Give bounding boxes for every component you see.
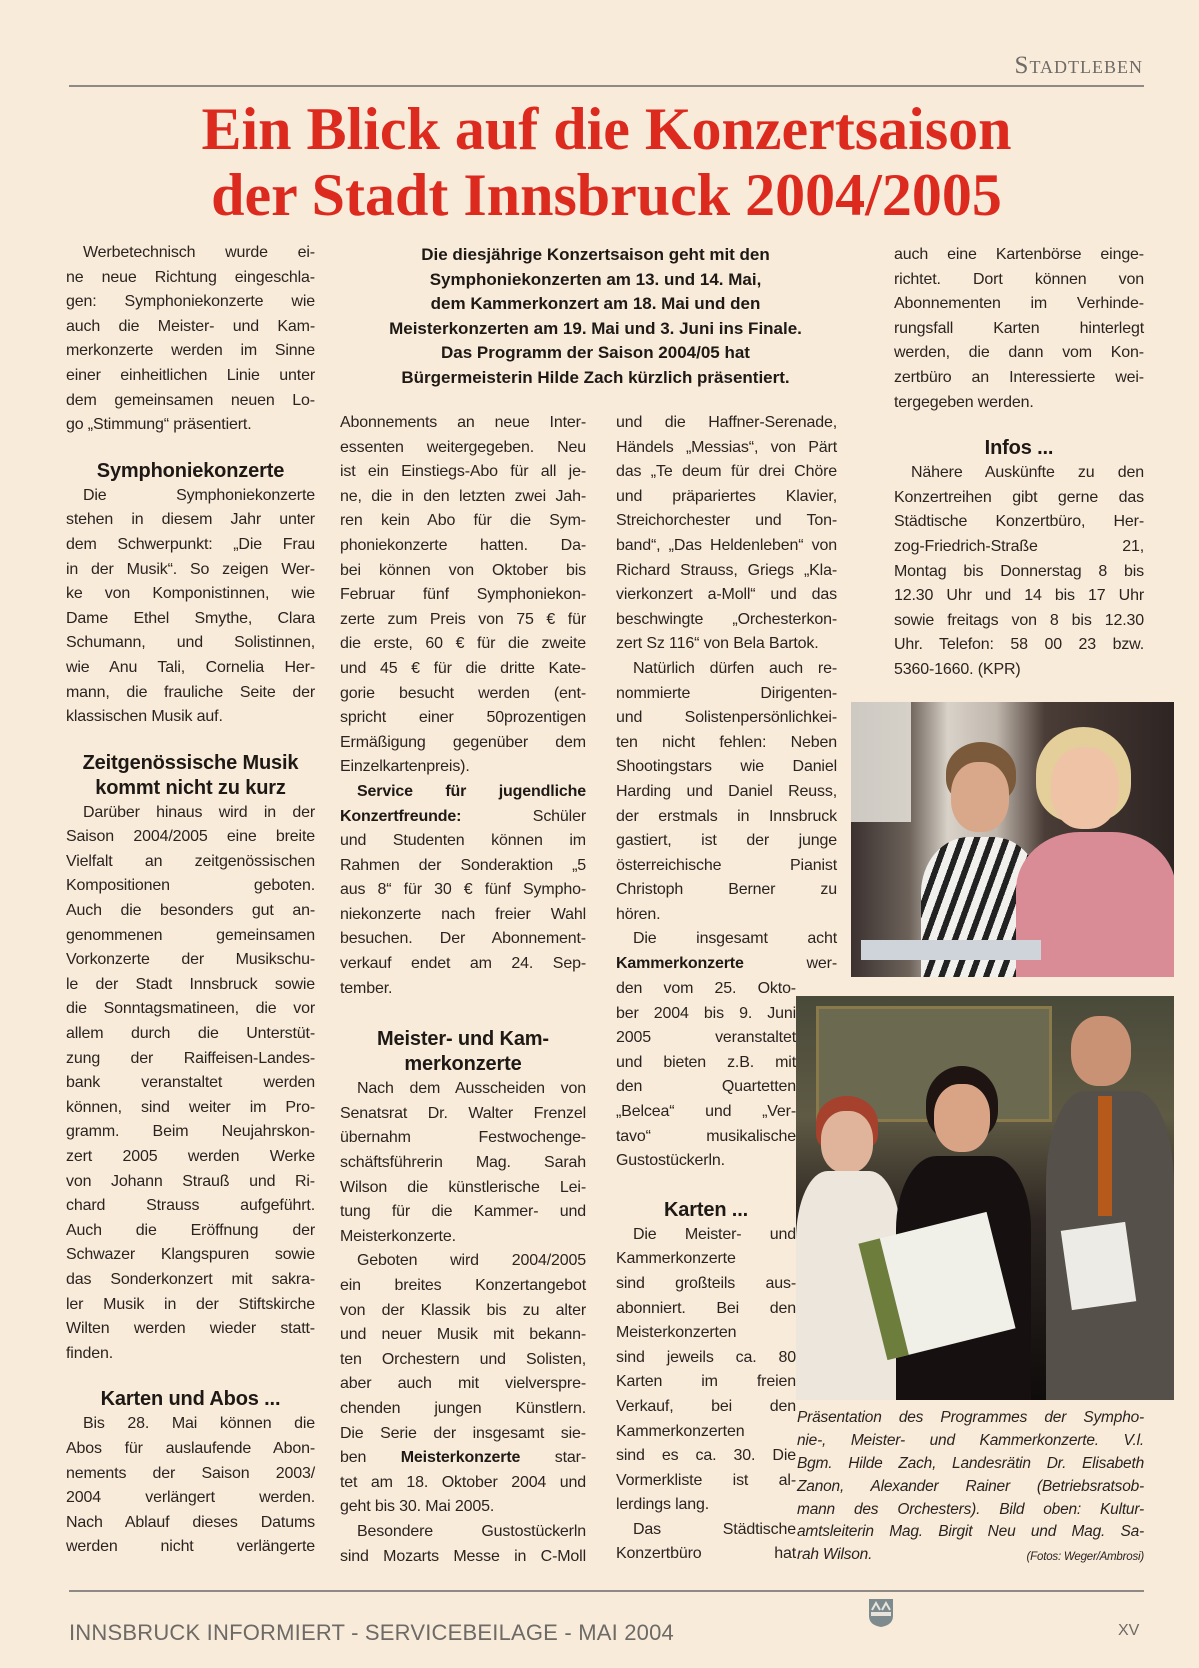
paragraph	[616, 411, 837, 657]
text-line: Geboten wird 2004/2005	[357, 1252, 586, 1270]
heading-line: Karten ...	[663, 1198, 749, 1221]
paragraph	[66, 1412, 315, 1560]
text-line: Februar fünf Symphoniekon-	[340, 586, 586, 604]
lead-line: dem Kammerkonzert am 18. Mai und den	[430, 294, 761, 314]
text-line: können, sind weiter im Pro-	[66, 1098, 315, 1116]
text-line: Dame Ethel Smythe, Clara	[66, 609, 315, 627]
text-line: von Johann Strauß und Ri-	[66, 1172, 315, 1190]
section-heading	[616, 1198, 796, 1223]
text-line: Die insgesamt acht	[633, 930, 837, 948]
text-line: das Sonderkonzert mit sakra-	[66, 1270, 315, 1288]
text-line: richtet. Dort können von	[894, 270, 1144, 288]
text-line: Rahmen der Sonderaktion „5	[340, 856, 586, 874]
text-line: Christoph Berner zu	[616, 881, 837, 899]
text-line: Saison 2004/2005 eine breite	[66, 828, 315, 846]
text-line: ke von Komponistinnen, wie	[66, 585, 315, 603]
heading-line: merkonzerte	[404, 1053, 522, 1076]
text-line: 2005 veranstaltet	[616, 1029, 796, 1047]
text-line: gorie besucht werden (ent-	[340, 684, 586, 702]
section-heading	[66, 459, 315, 484]
text-line: rungsfall Karten hinterlegt	[894, 319, 1144, 337]
text-segment: star-	[520, 1449, 587, 1467]
text-line: sowie freitags von 8 bis 12.30	[894, 611, 1144, 629]
title-line: der Stadt Innsbruck 2004/2005	[211, 162, 1002, 228]
text-line: gastiert, ist der junge	[616, 832, 837, 850]
face	[951, 762, 1009, 832]
paragraph	[616, 977, 796, 1174]
text-line: tavo“ musikalische	[616, 1127, 796, 1145]
text-line: Streichorchester und Ton-	[616, 512, 837, 530]
text-line: stehen in diesem Jahr unter	[66, 511, 315, 529]
text-line: Gustostückerln.	[616, 1152, 725, 1170]
paragraph	[66, 801, 315, 1367]
text-line	[340, 780, 586, 805]
text-line: tember.	[340, 979, 393, 997]
text-line: zog-Friedrich-Straße 21,	[894, 537, 1144, 555]
text-line: Vorkonzerte der Musikschu-	[66, 951, 315, 969]
text-line: aber auch mit vielverspre-	[340, 1375, 586, 1393]
paragraph	[340, 1077, 586, 1249]
text-line: schäftsführerin Mag. Sarah	[340, 1154, 586, 1172]
photo-caption	[797, 1407, 1144, 1569]
text-line: Kammerkonzerte	[616, 1250, 736, 1268]
text-line: auch eine Kartenbörse einge-	[894, 246, 1144, 263]
text-column-1	[66, 241, 315, 1560]
text-line: hören.	[616, 905, 661, 923]
text-line: verkauf endet am 24. Sep-	[340, 955, 586, 973]
text-line: Abos für auslaufende Abon-	[66, 1439, 315, 1457]
heading-line: kommt nicht zu kurz	[95, 776, 286, 799]
text-line: niekonzerte nach freier Wahl	[340, 905, 586, 923]
text-line: Städtische Konzertbüro, Her-	[894, 513, 1144, 531]
text-line: dem gemeinsamen neuen Lo-	[66, 391, 315, 409]
face	[934, 1084, 990, 1152]
text-line: Kompositionen geboten.	[66, 877, 315, 895]
text-line: einer einheitlichen Linie unter	[66, 366, 315, 384]
text-line: 5360-1660. (KPR)	[894, 660, 1021, 678]
text-line: Meisterkonzerten	[616, 1324, 737, 1342]
paragraph	[894, 243, 1144, 415]
text-line: bei können von Oktober bis	[340, 561, 586, 579]
text-line: der erstmals in Innsbruck	[616, 807, 837, 825]
text-line	[340, 805, 586, 830]
text-line: Die Meister- und	[633, 1225, 796, 1243]
text-line: vierkonzert a-Moll“ und das	[616, 586, 837, 604]
text-line: lerdings lang.	[616, 1496, 710, 1514]
text-line: und die Haffner-Serenade,	[616, 414, 837, 431]
footer-publication: INNSBRUCK INFORMIERT - SERVICEBEILAGE - MAI 2004	[69, 1620, 674, 1645]
header-rule	[69, 85, 1144, 87]
text-line: go „Stimmung“ präsentiert.	[66, 416, 252, 434]
text-line: tet am 18. Oktober 2004 und	[340, 1473, 586, 1491]
text-line: essenten weitergegeben. Neu	[340, 438, 586, 456]
paragraph	[340, 780, 586, 1001]
text-line: und neuer Musik mit bekann-	[340, 1326, 586, 1344]
paragraph	[340, 1520, 586, 1569]
text-line: Auch die Eröffnung der	[66, 1221, 315, 1239]
text-line: von der Klassik bis zu alter	[340, 1301, 586, 1319]
article-title	[69, 96, 1144, 228]
text-line: Schumann, und Solistinnen,	[66, 634, 315, 652]
text-line: gen: Symphoniekonzerte wie	[66, 293, 315, 311]
text-line: die Sonntagsmatineen, die vor	[66, 1000, 315, 1018]
lead-line: Meisterkonzerten am 19. Mai und 3. Juni ins Finale.	[389, 318, 802, 338]
footer-rule	[69, 1590, 1144, 1592]
photo-credit: (Fotos: Weger/Ambrosi)	[1026, 1551, 1144, 1564]
text-line: Die Serie der insgesamt sie-	[340, 1424, 586, 1442]
text-line: zert 2005 werden Werke	[66, 1148, 315, 1165]
text-line: Darüber hinaus wird in der	[83, 803, 315, 821]
text-line: Shootingstars wie Daniel	[616, 758, 837, 776]
section-heading	[66, 751, 315, 801]
face	[1051, 747, 1119, 829]
text-line: Meisterkonzerte.	[340, 1227, 456, 1245]
text-line: rah Wilson. (Fotos: Weger/Ambrosi)	[797, 1544, 1144, 1567]
paragraph	[616, 927, 837, 976]
text-line: klassischen Musik auf.	[66, 708, 223, 726]
text-line: band“, „Das Heldenleben“ von	[616, 536, 837, 554]
text-line: zertbüro an Interessierte wei-	[894, 368, 1144, 386]
text-line: bank veranstaltet werden	[66, 1074, 315, 1092]
paragraph	[616, 1223, 796, 1518]
text-line: Uhr. Telefon: 58 00 23 bzw.	[894, 636, 1144, 654]
text-line: tung für die Kammer- und	[340, 1203, 586, 1221]
text-line: Konzertreihen gibt gerne das	[894, 488, 1144, 506]
text-line: wie Anu Tali, Cornelia Her-	[66, 658, 315, 676]
text-line: und Solistenpersönlichkei-	[616, 709, 837, 727]
text-line: mann, die frauliche Seite der	[66, 683, 315, 701]
text-line: sind Mozarts Messe in C-Moll	[340, 1547, 586, 1565]
text-segment: Schüler	[461, 807, 586, 825]
text-line: ne neue Richtung eingeschla-	[66, 268, 315, 286]
text-line: 12.30 Uhr und 14 bis 17 Uhr	[894, 587, 1144, 605]
text-line: finden.	[66, 1344, 113, 1362]
text-line	[340, 1446, 586, 1471]
text-line: Nähere Auskünfte zu den	[911, 464, 1144, 482]
text-line: merkonzerte werden im Sinne	[66, 342, 315, 360]
heading-line: Symphoniekonzerte	[96, 459, 285, 482]
text-line: chard Strauss aufgeführt.	[66, 1197, 315, 1215]
text-line: ber 2004 bis 9. Juni	[616, 1004, 796, 1022]
text-line: Richard Strauss, Griegs „Kla-	[616, 561, 837, 579]
lead-paragraph	[340, 243, 851, 391]
window-light	[851, 702, 911, 822]
paragraph	[340, 411, 586, 780]
text-line: geht bis 30. Mai 2005.	[340, 1498, 495, 1516]
tie	[1098, 1096, 1112, 1216]
text-line: Händels „Messias“, von Pärt	[616, 438, 837, 456]
text-line: besuchen. Der Abonnement-	[340, 930, 586, 948]
text-line: Zanon, Alexander Rainer (Betriebsratsob-	[797, 1477, 1144, 1495]
text-line: Schwazer Klangspuren sowie	[66, 1246, 315, 1264]
title-line: Ein Blick auf die Konzertsaison	[201, 96, 1012, 162]
text-line: chenden jungen Künstlern.	[340, 1399, 586, 1417]
text-line: Werbetechnisch wurde ei-	[83, 244, 315, 261]
text-line: Ermäßigung gegenüber dem	[340, 733, 586, 751]
text-line: und 45 € für die dritte Kate-	[340, 659, 586, 677]
text-line: werden, die dann vom Kon-	[894, 344, 1144, 362]
text-line: Bis 28. Mai können die	[83, 1415, 315, 1433]
page-number: XV	[1118, 1622, 1140, 1639]
text-line: den vom 25. Okto-	[616, 980, 796, 997]
text-line: in der Musik“. So zeigen Wer-	[66, 560, 315, 578]
paragraph	[894, 461, 1144, 682]
papers	[861, 940, 1041, 960]
text-line: Abonnementen im Verhinde-	[894, 295, 1144, 313]
text-line: übernahm Festwochenge-	[340, 1129, 586, 1147]
text-column-2	[340, 411, 586, 1569]
text-line: gramm. Beim Neujahrskon-	[66, 1123, 315, 1141]
text-line: den Quartetten	[616, 1078, 796, 1096]
text-line: phoniekonzerte hatten. Da-	[340, 536, 586, 554]
text-line: zerte zum Preis von 75 € für	[340, 610, 586, 628]
lead-line: Bürgermeisterin Hilde Zach kürzlich präsentiert.	[401, 367, 790, 387]
paragraph	[66, 241, 315, 438]
text-line: nements der Saison 2003/	[66, 1464, 315, 1482]
text-line: österreichische Pianist	[616, 856, 837, 874]
paragraph	[66, 484, 315, 730]
lead-line: Das Programm der Saison 2004/05 hat	[441, 343, 750, 363]
lead-line: Die diesjährige Konzertsaison geht mit den	[421, 245, 770, 264]
paragraph	[616, 1518, 796, 1567]
text-line: auch die Meister- und Kam-	[66, 317, 315, 335]
bold-text: Meisterkonzerte	[400, 1449, 521, 1467]
text-line: und Studenten können im	[340, 832, 586, 850]
text-line: Abonnements an neue Inter-	[340, 414, 586, 431]
text-line: ein breites Konzertangebot	[340, 1277, 586, 1294]
text-line: amtsleiterin Mag. Birgit Neu und Mag. Sa-	[797, 1523, 1144, 1541]
heading-line: Zeitgenössische Musik	[82, 751, 299, 774]
text-line: das „Te deum für drei Chöre	[616, 463, 837, 481]
heading-line: Karten und Abos ...	[100, 1388, 281, 1411]
text-line: Bgm. Hilde Zach, Landesrätin Dr. Elisabeth	[797, 1454, 1144, 1472]
text-line: Konzertbüro hat	[616, 1545, 796, 1563]
text-line: Präsentation des Programmes der Sympho-	[797, 1409, 1144, 1426]
text-line: Natürlich dürfen auch re-	[633, 659, 837, 677]
text-line: ne, die in den letzten zwei Jah-	[340, 487, 586, 505]
text-line: mann des Orchesters). Bild oben: Kultur-	[797, 1500, 1144, 1518]
text-column-3-upper	[616, 411, 837, 977]
text-line: nommierte Dirigenten-	[616, 684, 837, 702]
heading-line: Infos ...	[984, 437, 1054, 460]
section-heading	[340, 1027, 586, 1077]
text-line: die erste, 60 € für die zweite	[340, 635, 586, 653]
text-line: sind jeweils ca. 80	[616, 1348, 796, 1366]
text-line: Wilten werden wieder statt-	[66, 1320, 315, 1338]
text-line: Wilson die künstlerische Lei-	[340, 1178, 586, 1196]
text-line: nie-, Meister- und Kammerkonzerte. V.l.	[797, 1431, 1144, 1449]
text-line: spricht einer 50prozentigen	[340, 709, 586, 727]
text-line: Kammerkonzerten	[616, 1422, 745, 1440]
text-line: sind großteils aus-	[616, 1274, 796, 1292]
text-line	[616, 952, 837, 977]
city-crest-icon	[868, 1598, 894, 1628]
text-line: ten Orchestern und Solisten,	[340, 1350, 586, 1368]
text-line: tergegeben werden.	[894, 393, 1034, 411]
text-segment: wer-	[743, 955, 837, 973]
text-line: werden nicht verlängerte	[66, 1538, 315, 1556]
text-line: ist ein Einstiegs-Abo für all je-	[340, 463, 586, 481]
text-line: Nach dem Ausscheiden von	[357, 1080, 586, 1098]
text-line: dem Schwerpunkt: „Die Frau	[66, 535, 315, 553]
text-line: genommenen gemeinsamen	[66, 926, 315, 944]
text-line: Auch die besonders gut an-	[66, 902, 315, 920]
text-line: Verkauf, bei den	[616, 1397, 796, 1415]
text-line: Senatsrat Dr. Walter Frenzel	[340, 1104, 586, 1122]
text-line: Vormerkliste ist al-	[616, 1471, 796, 1489]
text-line: Vielfalt an zeitgenössischen	[66, 852, 315, 870]
text-line: Harding und Daniel Reuss,	[616, 782, 837, 800]
paragraph	[616, 657, 837, 928]
text-line: ten nicht fehlen: Neben	[616, 733, 837, 751]
section-heading	[66, 1387, 315, 1412]
heading-line: Meister- und Kam-	[377, 1028, 549, 1051]
text-line: abonniert. Bei den	[616, 1299, 796, 1317]
text-line: zung der Raiffeisen-Landes-	[66, 1049, 315, 1067]
text-line: allem durch die Unterstüt-	[66, 1025, 315, 1043]
text-line: 2004 verlängert werden.	[66, 1489, 315, 1507]
text-line: Besondere Gustostückerln	[357, 1522, 586, 1540]
text-line: Nach Ablauf dieses Datums	[66, 1513, 315, 1531]
text-column-3-lower	[616, 977, 796, 1567]
bold-text: Service für jugendliche	[357, 782, 586, 800]
text-column-4	[894, 243, 1144, 683]
programme-booklet	[1061, 1222, 1137, 1310]
text-line: Montag bis Donnerstag 8 bis	[894, 562, 1144, 580]
face	[821, 1111, 873, 1173]
face	[1071, 1016, 1131, 1086]
photo-press-conference	[851, 702, 1174, 977]
text-line: Einzelkartenpreis).	[340, 758, 470, 776]
text-line: und bieten z.B. mit	[616, 1053, 796, 1071]
text-line: „Belcea“ und „Ver-	[616, 1102, 796, 1120]
text-line: Die Symphoniekonzerte	[83, 486, 315, 504]
section-heading	[894, 436, 1144, 461]
text-line: le der Stadt Innsbruck sowie	[66, 975, 315, 993]
text-line: ler Musik in der Stiftskirche	[66, 1295, 315, 1313]
bold-text: Konzertfreunde:	[340, 807, 462, 825]
text-line: ren kein Abo für die Sym-	[340, 512, 586, 530]
photo-programme-presentation	[796, 996, 1174, 1400]
text-line: Das Städtische	[633, 1520, 796, 1538]
text-line: Karten im freien	[616, 1373, 796, 1391]
text-line: und präpariertes Klavier,	[616, 487, 837, 505]
text-line: sind es ca. 30. Die	[616, 1447, 796, 1465]
paragraph	[340, 1249, 586, 1520]
text-line: zert Sz 116“ von Bela Bartok.	[616, 635, 819, 653]
text-line: aus 8“ für 30 € fünf Sympho-	[340, 881, 586, 899]
bold-text: Kammerkonzerte	[616, 955, 744, 973]
lead-line: Symphoniekonzerten am 13. und 14. Mai,	[429, 269, 762, 289]
text-segment: ben	[340, 1449, 401, 1467]
section-label: Stadtleben	[1014, 52, 1143, 79]
text-line: beschwingte „Orchesterkon-	[616, 610, 837, 628]
